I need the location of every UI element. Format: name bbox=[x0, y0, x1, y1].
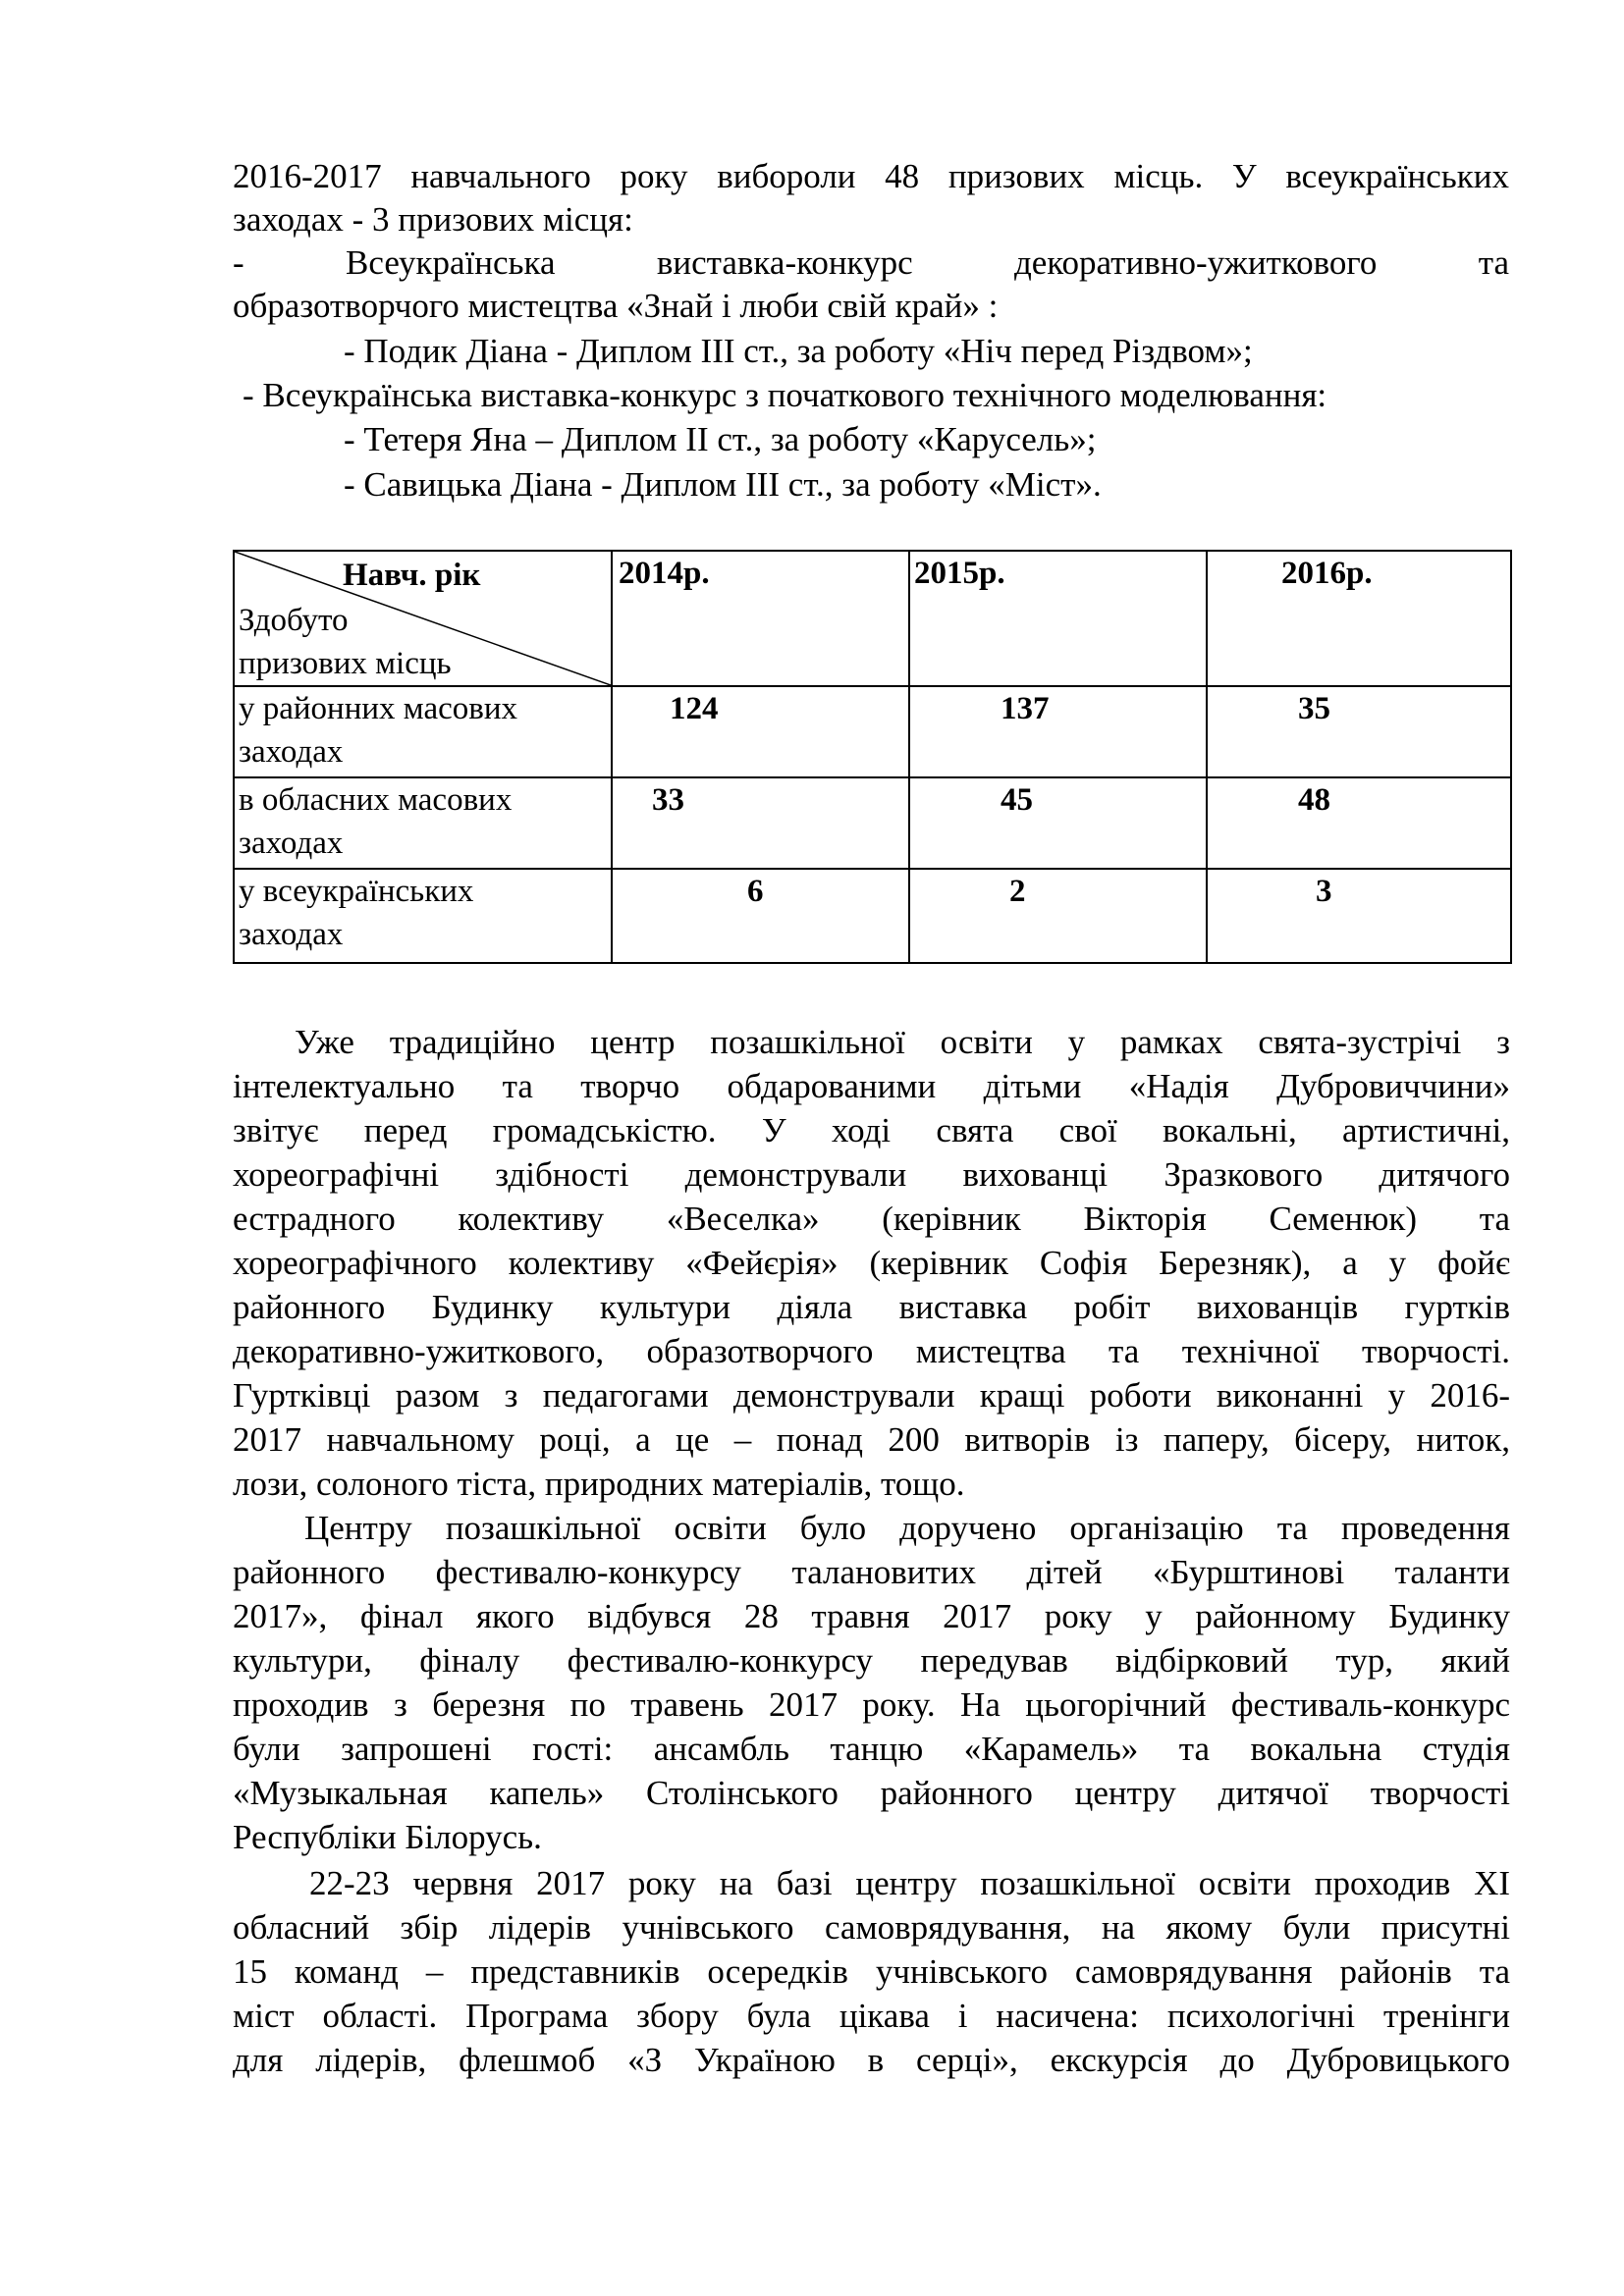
intro-line-3-part: виставка-конкурс bbox=[656, 243, 913, 282]
paragraph-line: Республіки Білорусь. bbox=[233, 1818, 542, 1856]
year-header bbox=[1207, 551, 1511, 686]
value: 2 bbox=[1009, 874, 1026, 909]
intro-line-3-part: декоративно-ужиткового bbox=[1013, 243, 1378, 282]
table-corner-cell bbox=[234, 551, 612, 686]
intro-line-3-part: Всеукраїнська bbox=[346, 243, 556, 282]
award-item-1: - Подик Діана - Диплом ІІІ ст., за роботу «Ніч перед Різдвом»; bbox=[344, 332, 1253, 370]
paragraph-line: 15 команд – представників осередків учнівського самоврядування районів та bbox=[233, 1952, 1510, 1991]
paragraph-line: Центру позашкільної освіти було доручено організацію та проведення bbox=[304, 1509, 1510, 1547]
table-header-row bbox=[234, 551, 1511, 686]
paragraph-line: хореографічного колективу «Фейєрія» (керівник Софія Березняк), а у фойє bbox=[233, 1244, 1510, 1282]
paragraph-line: звітує перед громадськістю. У ході свята свої вокальні, артистичні, bbox=[233, 1111, 1510, 1149]
value: 33 bbox=[652, 782, 684, 818]
intro-line-1: 2016-2017 навчального року вибороли 48 призових місць. У всеукраїнських bbox=[233, 157, 1509, 195]
intro-line-6: - Всеукраїнська виставка-конкурс з початкового технічного моделювання: bbox=[243, 376, 1327, 414]
header-places-won bbox=[239, 599, 452, 685]
row-label-cell bbox=[234, 777, 612, 869]
header-places-won-line-2: призових місць bbox=[239, 646, 452, 681]
year-label: 2015р. bbox=[914, 556, 1005, 591]
value: 137 bbox=[1001, 691, 1050, 726]
paragraph-line: 2017», фінал якого відбувся 28 травня 2017 року у районному Будинку bbox=[233, 1597, 1510, 1635]
row-label-line: заходах bbox=[239, 917, 344, 952]
year-header bbox=[909, 551, 1207, 686]
intro-line-4: образотворчого мистецтва «Знай і люби свій край» : bbox=[233, 287, 999, 325]
row-label-line: у районних масових bbox=[239, 691, 517, 726]
intro-line-2: заходах - 3 призових місця: bbox=[233, 200, 633, 239]
value-cell bbox=[612, 869, 909, 963]
row-label-line: заходах bbox=[239, 826, 344, 861]
year-header bbox=[612, 551, 909, 686]
paragraph-line: міст області. Програма збору була цікава і насичена: психологічні тренінги bbox=[233, 1997, 1510, 2035]
year-label: 2014р. bbox=[619, 556, 710, 591]
row-label-line: заходах bbox=[239, 734, 344, 770]
paragraph-line: «Музыкальная капель» Столінського районного центру дитячої творчості bbox=[233, 1774, 1510, 1812]
value: 124 bbox=[670, 691, 719, 726]
paragraph-line: обласний збір лідерів учнівського самоврядування, на якому були присутні bbox=[233, 1908, 1510, 1947]
paragraph-line: Уже традиційно центр позашкільної освіти у рамках свята-зустрічі з bbox=[295, 1023, 1510, 1061]
value-cell bbox=[1207, 686, 1511, 777]
year-label: 2016р. bbox=[1281, 556, 1373, 591]
intro-line-3-part: - bbox=[233, 243, 244, 282]
intro-line-3 bbox=[233, 241, 1509, 285]
award-item-3: - Савицька Діана - Диплом ІІІ ст., за роботу «Міст». bbox=[344, 465, 1102, 504]
paragraph-line: районного фестивалю-конкурсу талановитих дітей «Бурштинові таланти bbox=[233, 1553, 1510, 1591]
table-row bbox=[234, 777, 1511, 869]
row-label-cell bbox=[234, 686, 612, 777]
paragraph-line: 2017 навчальному році, а це – понад 200 витворів із паперу, бісеру, ниток, bbox=[233, 1420, 1510, 1459]
paragraph-line: Гуртківці разом з педагогами демонстрували кращі роботи виконанні у 2016- bbox=[233, 1376, 1510, 1415]
paragraph-line: естрадного колективу «Веселка» (керівник Вікторія Семенюк) та bbox=[233, 1200, 1510, 1238]
paragraph-line: 22-23 червня 2017 року на базі центру позашкільної освіти проходив ХІ bbox=[309, 1864, 1510, 1902]
value-cell bbox=[909, 777, 1207, 869]
value-cell bbox=[909, 686, 1207, 777]
value: 3 bbox=[1316, 874, 1332, 909]
value-cell bbox=[612, 686, 909, 777]
awards-table bbox=[233, 550, 1512, 964]
value-cell bbox=[612, 777, 909, 869]
award-item-2: - Тетеря Яна – Диплом ІІ ст., за роботу «Карусель»; bbox=[344, 420, 1097, 458]
paragraph-line: районного Будинку культури діяла виставка робіт вихованців гуртків bbox=[233, 1288, 1510, 1326]
paragraph-line: для лідерів, флешмоб «З Україною в серці», екскурсія до Дубровицького bbox=[233, 2041, 1510, 2079]
paragraph-line: були запрошені гості: ансамбль танцю «Карамель» та вокальна студія bbox=[233, 1730, 1510, 1768]
value: 45 bbox=[1001, 782, 1033, 818]
value: 48 bbox=[1298, 782, 1330, 818]
row-label-line: у всеукраїнських bbox=[239, 874, 474, 909]
value-cell bbox=[1207, 869, 1511, 963]
paragraph-line: культури, фіналу фестивалю-конкурсу передував відбірковий тур, який bbox=[233, 1641, 1510, 1680]
value-cell bbox=[909, 869, 1207, 963]
value-cell bbox=[1207, 777, 1511, 869]
intro-line-3-part: та bbox=[1478, 243, 1509, 282]
header-places-won-line-1: Здобуто bbox=[239, 603, 349, 638]
row-label-cell bbox=[234, 869, 612, 963]
value: 6 bbox=[747, 874, 764, 909]
paragraph-line: інтелектуально та творчо обдарованими дітьми «Надія Дубровиччини» bbox=[233, 1067, 1510, 1105]
paragraph-line: декоративно-ужиткового, образотворчого мистецтва та технічної творчості. bbox=[233, 1332, 1510, 1370]
paragraph-line: проходив з березня по травень 2017 року. На цьогорічний фестиваль-конкурс bbox=[233, 1685, 1510, 1724]
row-label-line: в обласних масових bbox=[239, 782, 513, 818]
table-row bbox=[234, 869, 1511, 963]
value: 35 bbox=[1298, 691, 1330, 726]
paragraph-line: хореографічні здібності демонстрували вихованці Зразкового дитячого bbox=[233, 1155, 1510, 1194]
table-row bbox=[234, 686, 1511, 777]
paragraph-line: лози, солоного тіста, природних матеріалів, тощо. bbox=[233, 1465, 965, 1503]
header-academic-year: Навч. рік bbox=[343, 558, 481, 593]
